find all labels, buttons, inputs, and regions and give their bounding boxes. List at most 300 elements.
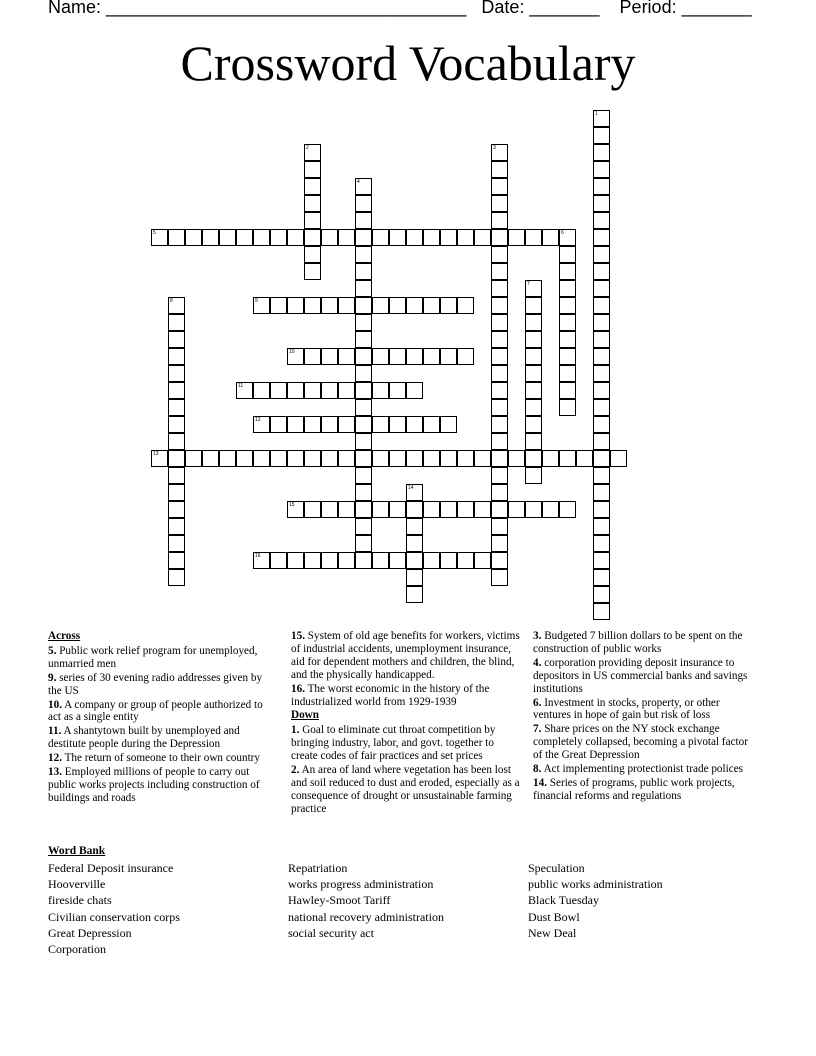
crossword-cell[interactable]	[559, 246, 576, 263]
word-bank-item: national recovery administration	[288, 909, 444, 924]
down-clue	[533, 630, 753, 656]
crossword-cell[interactable]	[372, 552, 389, 569]
crossword-cell[interactable]	[525, 399, 542, 416]
crossword-cell[interactable]	[406, 416, 423, 433]
crossword-cell[interactable]	[440, 552, 457, 569]
crossword-cell[interactable]	[355, 433, 372, 450]
crossword-cell[interactable]	[168, 382, 185, 399]
clue-text: Investment in stocks, property, or other ventures in hope of gain but risk of loss	[533, 696, 720, 722]
clue-number: 9	[255, 298, 258, 304]
crossword-cell[interactable]	[236, 450, 253, 467]
word-bank-item: works progress administration	[288, 877, 434, 892]
crossword-cell[interactable]	[406, 229, 423, 246]
crossword-cell[interactable]	[355, 450, 372, 467]
crossword-cell[interactable]	[406, 382, 423, 399]
clue-label: 10.	[48, 698, 62, 711]
crossword-cell[interactable]	[270, 382, 287, 399]
crossword-cell[interactable]	[355, 484, 372, 501]
crossword-cell[interactable]	[593, 178, 610, 195]
crossword-cell[interactable]	[457, 450, 474, 467]
crossword-cell[interactable]	[355, 297, 372, 314]
crossword-cell[interactable]	[321, 450, 338, 467]
crossword-cell[interactable]	[168, 331, 185, 348]
crossword-cell[interactable]	[491, 501, 508, 518]
crossword-cell[interactable]	[491, 552, 508, 569]
crossword-cell[interactable]	[474, 501, 491, 518]
crossword-cell[interactable]	[559, 314, 576, 331]
crossword-cell[interactable]	[593, 280, 610, 297]
crossword-cell[interactable]	[593, 535, 610, 552]
clue-label: 7.	[533, 723, 542, 736]
crossword-cell[interactable]	[253, 416, 270, 433]
crossword-cell[interactable]	[491, 195, 508, 212]
crossword-cell[interactable]	[372, 229, 389, 246]
crossword-cell[interactable]	[355, 348, 372, 365]
crossword-cell[interactable]	[355, 195, 372, 212]
crossword-cell[interactable]	[593, 297, 610, 314]
crossword-cell[interactable]	[593, 552, 610, 569]
crossword-cell[interactable]	[253, 450, 270, 467]
word-bank-item: Corporation	[48, 942, 106, 957]
crossword-cell[interactable]	[491, 484, 508, 501]
crossword-cell[interactable]	[525, 348, 542, 365]
crossword-cell[interactable]	[593, 484, 610, 501]
crossword-cell[interactable]	[423, 416, 440, 433]
crossword-cell[interactable]	[491, 382, 508, 399]
crossword-cell[interactable]	[236, 229, 253, 246]
crossword-cell[interactable]	[491, 399, 508, 416]
crossword-cell[interactable]	[525, 314, 542, 331]
crossword-cell[interactable]	[304, 552, 321, 569]
crossword-cell[interactable]	[491, 161, 508, 178]
crossword-cell[interactable]	[559, 382, 576, 399]
crossword-cell[interactable]	[287, 348, 304, 365]
crossword-cell[interactable]	[491, 178, 508, 195]
word-bank-item: Federal Deposit insurance	[48, 861, 174, 875]
crossword-cell[interactable]	[202, 229, 219, 246]
crossword-cell[interactable]	[406, 484, 423, 501]
crossword-cell[interactable]	[389, 348, 406, 365]
crossword-cell[interactable]	[491, 348, 508, 365]
word-bank-item: Great Depression	[48, 925, 132, 940]
crossword-cell[interactable]	[355, 246, 372, 263]
crossword-cell[interactable]	[440, 416, 457, 433]
crossword-cell[interactable]	[168, 535, 185, 552]
crossword-cell[interactable]	[440, 348, 457, 365]
crossword-cell[interactable]	[321, 416, 338, 433]
crossword-cell[interactable]	[491, 365, 508, 382]
crossword-cell[interactable]	[355, 535, 372, 552]
crossword-cell[interactable]	[525, 365, 542, 382]
period-field[interactable]: Period: _______	[619, 0, 752, 17]
crossword-cell[interactable]	[338, 416, 355, 433]
clue-number: 2	[306, 145, 309, 151]
crossword-cell[interactable]	[287, 416, 304, 433]
clues-column-1	[48, 630, 276, 806]
crossword-cell[interactable]	[525, 297, 542, 314]
crossword-cell[interactable]	[253, 229, 270, 246]
crossword-cell[interactable]	[593, 144, 610, 161]
crossword-cell[interactable]	[304, 263, 321, 280]
crossword-cell[interactable]	[389, 382, 406, 399]
clue-number: 7	[527, 281, 530, 287]
crossword-cell[interactable]	[593, 161, 610, 178]
word-bank-column-1	[48, 860, 180, 957]
crossword-cell[interactable]	[457, 501, 474, 518]
crossword-cell[interactable]	[525, 382, 542, 399]
crossword-cell[interactable]	[355, 399, 372, 416]
crossword-cell[interactable]	[389, 501, 406, 518]
crossword-cell[interactable]	[338, 450, 355, 467]
crossword-cell[interactable]	[491, 450, 508, 467]
clue-text: series of 30 evening radio addresses given by the US	[48, 671, 263, 697]
crossword-cell[interactable]	[287, 501, 304, 518]
across-clue	[48, 725, 276, 751]
crossword-cell[interactable]	[423, 348, 440, 365]
clue-text: A company or group of people authorized to act as a single entity	[48, 698, 263, 724]
crossword-cell[interactable]	[593, 331, 610, 348]
crossword-cell[interactable]	[372, 501, 389, 518]
crossword-cell[interactable]	[185, 450, 202, 467]
crossword-cell[interactable]	[168, 450, 185, 467]
crossword-cell[interactable]	[304, 450, 321, 467]
crossword-cell[interactable]	[491, 246, 508, 263]
crossword-cell[interactable]	[338, 382, 355, 399]
crossword-cell[interactable]	[168, 365, 185, 382]
crossword-cell[interactable]	[525, 450, 542, 467]
crossword-cell[interactable]	[593, 246, 610, 263]
crossword-cell[interactable]	[372, 450, 389, 467]
crossword-cell[interactable]	[355, 365, 372, 382]
crossword-cell[interactable]	[440, 450, 457, 467]
crossword-cell[interactable]	[559, 229, 576, 246]
clue-label: 16.	[291, 682, 305, 695]
crossword-cell[interactable]	[593, 365, 610, 382]
crossword-cell[interactable]	[389, 229, 406, 246]
crossword-cell[interactable]	[559, 399, 576, 416]
crossword-cell[interactable]	[287, 297, 304, 314]
crossword-cell[interactable]	[338, 229, 355, 246]
crossword-cell[interactable]	[270, 297, 287, 314]
clue-text: corporation providing deposit insurance to depositors in US commercial banks and savings institutions	[533, 656, 748, 695]
crossword-cell[interactable]	[304, 212, 321, 229]
crossword-cell[interactable]	[593, 416, 610, 433]
crossword-cell[interactable]	[355, 229, 372, 246]
crossword-cell[interactable]	[168, 484, 185, 501]
crossword-cell[interactable]	[253, 552, 270, 569]
crossword-cell[interactable]	[440, 297, 457, 314]
crossword-cell[interactable]	[355, 178, 372, 195]
crossword-cell[interactable]	[389, 450, 406, 467]
crossword-cell[interactable]	[542, 450, 559, 467]
crossword-cell[interactable]	[559, 501, 576, 518]
crossword-cell[interactable]	[304, 501, 321, 518]
crossword-cell[interactable]	[491, 535, 508, 552]
crossword-cell[interactable]	[287, 450, 304, 467]
crossword-cell[interactable]	[593, 467, 610, 484]
crossword-cell[interactable]	[406, 535, 423, 552]
word-bank-item: public works administration	[528, 877, 663, 892]
word-bank-item: Speculation	[528, 861, 585, 875]
crossword-cell[interactable]	[593, 518, 610, 535]
clues-column-3	[533, 630, 753, 804]
crossword-cell[interactable]	[406, 297, 423, 314]
down-clue	[533, 777, 753, 803]
crossword-cell[interactable]	[406, 586, 423, 603]
crossword-cell[interactable]	[168, 229, 185, 246]
crossword-cell[interactable]	[321, 382, 338, 399]
word-bank-item: Dust Bowl	[528, 909, 580, 924]
crossword-cell[interactable]	[542, 501, 559, 518]
crossword-cell[interactable]	[491, 229, 508, 246]
crossword-cell[interactable]	[457, 297, 474, 314]
clue-text: A shantytown built by unemployed and destitute people during the Depression	[48, 725, 240, 751]
crossword-cell[interactable]	[491, 518, 508, 535]
clue-text: The worst economic in the history of the industrialized world from 1929-1939	[291, 682, 490, 708]
crossword-cell[interactable]	[372, 382, 389, 399]
crossword-cell[interactable]	[270, 552, 287, 569]
crossword-cell[interactable]	[372, 348, 389, 365]
across-heading: Across	[48, 630, 81, 642]
crossword-cell[interactable]	[491, 263, 508, 280]
crossword-cell[interactable]	[559, 263, 576, 280]
crossword-cell[interactable]	[168, 433, 185, 450]
crossword-cell[interactable]	[474, 552, 491, 569]
clue-number: 15	[289, 502, 295, 508]
crossword-cell[interactable]	[525, 331, 542, 348]
crossword-cell[interactable]	[355, 280, 372, 297]
date-field[interactable]: Date: _______	[481, 0, 600, 17]
crossword-cell[interactable]	[423, 450, 440, 467]
crossword-cell[interactable]	[168, 314, 185, 331]
clue-text: System of old age benefits for workers, victims of industrial accidents, unemployment insurance, aid for dependent mothers and children, the blind, and the physically handicapped.	[291, 630, 520, 681]
crossword-cell[interactable]	[287, 382, 304, 399]
crossword-cell[interactable]	[491, 331, 508, 348]
crossword-cell[interactable]	[372, 297, 389, 314]
crossword-cell[interactable]	[151, 229, 168, 246]
crossword-cell[interactable]	[355, 314, 372, 331]
crossword-cell[interactable]	[423, 501, 440, 518]
crossword-cell[interactable]	[508, 229, 525, 246]
crossword-cell[interactable]	[593, 314, 610, 331]
crossword-cell[interactable]	[474, 450, 491, 467]
crossword-cell[interactable]	[406, 569, 423, 586]
crossword-cell[interactable]	[610, 450, 627, 467]
crossword-cell[interactable]	[270, 450, 287, 467]
down-clue	[533, 657, 753, 696]
crossword-cell[interactable]	[355, 263, 372, 280]
crossword-cell[interactable]	[474, 229, 491, 246]
crossword-cell[interactable]	[508, 450, 525, 467]
crossword-cell[interactable]	[491, 416, 508, 433]
crossword-cell[interactable]	[355, 331, 372, 348]
crossword-cell[interactable]	[559, 280, 576, 297]
crossword-cell[interactable]	[457, 348, 474, 365]
crossword-cell[interactable]	[525, 229, 542, 246]
crossword-cell[interactable]	[338, 501, 355, 518]
crossword-cell[interactable]	[168, 467, 185, 484]
crossword-cell[interactable]	[525, 433, 542, 450]
crossword-cell[interactable]	[491, 144, 508, 161]
crossword-cell[interactable]	[372, 416, 389, 433]
crossword-cell[interactable]	[525, 416, 542, 433]
crossword-cell[interactable]	[406, 552, 423, 569]
clues-column-2	[291, 630, 523, 817]
crossword-cell[interactable]	[559, 331, 576, 348]
crossword-cell[interactable]	[593, 110, 610, 127]
crossword-cell[interactable]	[559, 297, 576, 314]
crossword-cell[interactable]	[593, 433, 610, 450]
crossword-cell[interactable]	[593, 195, 610, 212]
crossword-cell[interactable]	[304, 297, 321, 314]
crossword-cell[interactable]	[304, 195, 321, 212]
clue-text: Series of programs, public work projects, financial reforms and regulations	[533, 776, 735, 802]
crossword-cell[interactable]	[491, 280, 508, 297]
crossword-cell[interactable]	[457, 552, 474, 569]
crossword-cell[interactable]	[508, 501, 525, 518]
clue-label: 4.	[533, 656, 542, 669]
crossword-cell[interactable]	[168, 399, 185, 416]
crossword-cell[interactable]	[338, 348, 355, 365]
down-heading: Down	[291, 709, 319, 722]
clue-number: 4	[357, 179, 360, 185]
crossword-cell[interactable]	[185, 229, 202, 246]
crossword-cell[interactable]	[287, 229, 304, 246]
name-field[interactable]: Name: ____________________________________	[48, 0, 467, 17]
crossword-cell[interactable]	[168, 348, 185, 365]
crossword-cell[interactable]	[168, 501, 185, 518]
crossword-cell[interactable]	[304, 178, 321, 195]
crossword-cell[interactable]	[168, 518, 185, 535]
crossword-cell[interactable]	[219, 450, 236, 467]
crossword-cell[interactable]	[151, 450, 168, 467]
crossword-cell[interactable]	[593, 348, 610, 365]
crossword-cell[interactable]	[559, 450, 576, 467]
crossword-cell[interactable]	[321, 229, 338, 246]
crossword-cell[interactable]	[304, 144, 321, 161]
word-bank-item: Civilian conservation corps	[48, 909, 180, 924]
crossword-cell[interactable]	[576, 450, 593, 467]
crossword-cell[interactable]	[287, 552, 304, 569]
crossword-cell[interactable]	[219, 229, 236, 246]
crossword-cell[interactable]	[542, 229, 559, 246]
crossword-cell[interactable]	[304, 161, 321, 178]
crossword-cell[interactable]	[491, 297, 508, 314]
clue-text: Employed millions of people to carry out public works projects including construction of buildings and roads	[48, 766, 260, 804]
crossword-cell[interactable]	[270, 416, 287, 433]
crossword-cell[interactable]	[168, 552, 185, 569]
crossword-cell[interactable]	[559, 365, 576, 382]
crossword-cell[interactable]	[253, 382, 270, 399]
crossword-cell[interactable]	[593, 127, 610, 144]
crossword-cell[interactable]	[440, 501, 457, 518]
crossword-cell[interactable]	[593, 399, 610, 416]
crossword-cell[interactable]	[338, 297, 355, 314]
crossword-cell[interactable]	[321, 501, 338, 518]
crossword-cell[interactable]	[593, 569, 610, 586]
crossword-cell[interactable]	[168, 569, 185, 586]
crossword-cell[interactable]	[389, 416, 406, 433]
crossword-cell[interactable]	[406, 518, 423, 535]
clue-number: 1	[595, 111, 598, 117]
crossword-cell[interactable]	[406, 450, 423, 467]
crossword-cell[interactable]	[525, 467, 542, 484]
clue-label: 6.	[533, 696, 542, 709]
crossword-cell[interactable]	[355, 467, 372, 484]
crossword-cell[interactable]	[321, 348, 338, 365]
clue-label: 13.	[48, 766, 62, 779]
crossword-cell[interactable]	[304, 246, 321, 263]
crossword-cell[interactable]	[321, 552, 338, 569]
crossword-cell[interactable]	[355, 501, 372, 518]
crossword-cell[interactable]	[491, 212, 508, 229]
crossword-cell[interactable]	[202, 450, 219, 467]
crossword-cell[interactable]	[304, 348, 321, 365]
crossword-cell[interactable]	[168, 416, 185, 433]
word-bank-item: Hawley-Smoot Tariff	[288, 893, 391, 908]
crossword-cell[interactable]	[593, 450, 610, 467]
crossword-cell[interactable]	[423, 552, 440, 569]
crossword-cell[interactable]	[491, 467, 508, 484]
crossword-cell[interactable]	[236, 382, 253, 399]
crossword-cell[interactable]	[406, 501, 423, 518]
crossword-cell[interactable]	[304, 416, 321, 433]
crossword-cell[interactable]	[525, 501, 542, 518]
word-bank-column-3	[528, 860, 663, 941]
crossword-cell[interactable]	[593, 229, 610, 246]
crossword-cell[interactable]	[355, 382, 372, 399]
crossword-cell[interactable]	[338, 552, 355, 569]
crossword-cell[interactable]	[355, 552, 372, 569]
crossword-cell[interactable]	[304, 229, 321, 246]
crossword-cell[interactable]	[593, 603, 610, 620]
crossword-cell[interactable]	[593, 586, 610, 603]
header-fields	[48, 0, 752, 18]
crossword-cell[interactable]	[525, 280, 542, 297]
crossword-cell[interactable]	[355, 212, 372, 229]
crossword-cell[interactable]	[321, 297, 338, 314]
word-bank-item: Repatriation	[288, 861, 348, 875]
clue-number: 10	[289, 349, 295, 355]
crossword-cell[interactable]	[593, 501, 610, 518]
crossword-cell[interactable]	[389, 297, 406, 314]
crossword-cell[interactable]	[389, 552, 406, 569]
crossword-cell[interactable]	[440, 229, 457, 246]
crossword-cell[interactable]	[355, 518, 372, 535]
crossword-cell[interactable]	[270, 229, 287, 246]
crossword-cell[interactable]	[593, 382, 610, 399]
crossword-cell[interactable]	[304, 382, 321, 399]
crossword-cell[interactable]	[593, 263, 610, 280]
crossword-cell[interactable]	[559, 348, 576, 365]
crossword-cell[interactable]	[168, 297, 185, 314]
word-bank-item: Hooverville	[48, 877, 106, 892]
crossword-cell[interactable]	[253, 297, 270, 314]
crossword-cell[interactable]	[491, 433, 508, 450]
clue-text: An area of land where vegetation has been lost and soil reduced to dust and eroded, especially as a consequence of drought or unsustainable farming practice	[291, 764, 520, 815]
crossword-cell[interactable]	[593, 212, 610, 229]
crossword-cell[interactable]	[423, 297, 440, 314]
crossword-cell[interactable]	[355, 416, 372, 433]
crossword-cell[interactable]	[491, 569, 508, 586]
crossword-cell[interactable]	[423, 229, 440, 246]
crossword-cell[interactable]	[491, 314, 508, 331]
clue-label: 1.	[291, 724, 300, 737]
crossword-cell[interactable]	[457, 229, 474, 246]
down-clue	[291, 764, 523, 816]
crossword-cell[interactable]	[406, 348, 423, 365]
word-bank-item: New Deal	[528, 925, 577, 940]
